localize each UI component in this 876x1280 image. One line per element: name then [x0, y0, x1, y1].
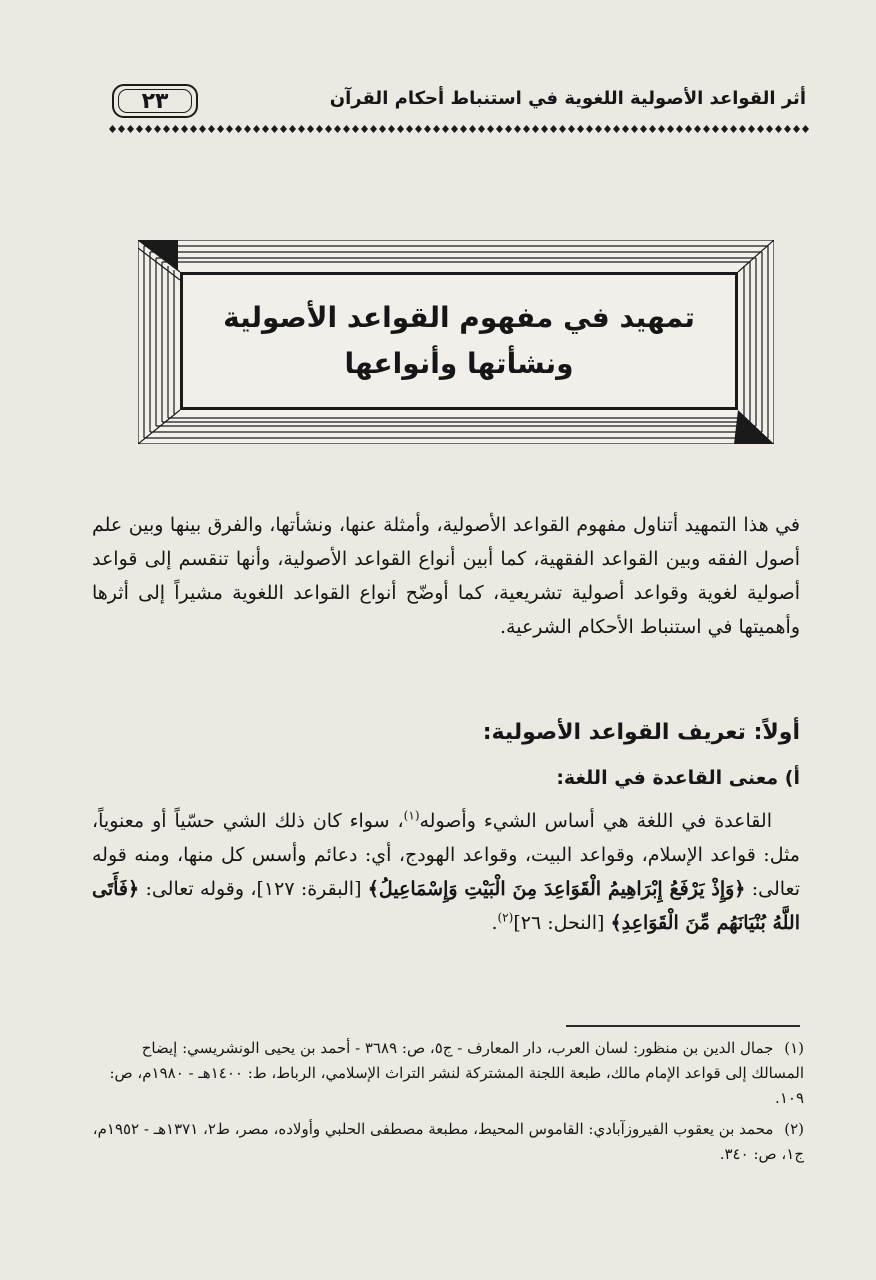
- footnote-number: (٢): [784, 1120, 804, 1138]
- running-title: أثر القواعد الأصولية اللغوية في استنباط أحكام القرآن: [329, 88, 806, 109]
- citation-2: [النحل: ٢٦]: [513, 912, 611, 934]
- footnote-text: جمال الدين بن منظور: لسان العرب، دار المعارف - ج٥، ص: ٣٦٨٩ - أحمد بن يحيى الونشريسي: إيضاح المسالك إلى قواعد الإمام مالك، طبعة اللجنة المشتركة لنشر التراث الإسلامي، الرباط، ط: ١٤٠٠هـ - ١٩٨٠م، ص: ١٠٩.: [109, 1039, 804, 1107]
- quran-verse-2: ﴿فَأَتَى اللَّهُ بُنْيَانَهُم مِّنَ الْقَوَاعِدِ﴾: [92, 878, 800, 934]
- quran-verse-1: ﴿وَإِذْ يَرْفَعُ إِبْرَاهِيمُ الْقَوَاعِدَ مِنَ الْبَيْتِ وَإِسْمَاعِيلُ﴾: [367, 878, 746, 900]
- page-number-text: ٢٣: [141, 88, 169, 114]
- definition-paragraph: [92, 804, 800, 940]
- header-diamond-rule: [108, 124, 810, 134]
- footnote-number: (١): [784, 1039, 804, 1057]
- footnote-separator: [566, 1025, 800, 1027]
- footnote-text: محمد بن يعقوب الفيروزآبادي: القاموس المحيط، مطبعة مصطفى الحلبي وأولاده، مصر، ط٢، ١٣٧١هـ - ١٩٥٢م، ج١، ص: ٣٤٠.: [92, 1120, 804, 1163]
- subheading: أ) معنى القاعدة في اللغة:: [556, 767, 800, 789]
- footnote-2: [92, 1117, 804, 1167]
- citation-1: [البقرة: ١٢٧]، وقوله تعالى:: [139, 878, 368, 900]
- footnotes: [92, 1036, 804, 1173]
- definition-text-2: ، سواء كان ذلك الشي حسّياً أو معنوياً، مثل: قواعد الإسلام، وقواعد البيت، وقواعد الهودج، أي: دعائم وأسس كل منها، ومنه قوله تعالى:: [92, 810, 801, 900]
- footnote-ref-1: (١): [403, 808, 420, 823]
- footnote-ref-2: (٢): [497, 910, 514, 925]
- definition-end: .: [491, 912, 498, 934]
- chapter-title-line-1: تمهيد في مفهوم القواعد الأصولية: [223, 301, 695, 334]
- chapter-title-line-2: ونشأتها وأنواعها: [344, 347, 574, 380]
- definition-text-1: القاعدة في اللغة هي أساس الشيء وأصوله: [419, 810, 772, 832]
- intro-paragraph: في هذا التمهيد أتناول مفهوم القواعد الأصولية، وأمثلة عنها، ونشأتها، والفرق بينها وبين علم أصول الفقه وبين القواعد الفقهية، كما أبين أنواع القواعد الأصولية، وأنها تنقسم إلى قواعد أصولية لغوية وقواعد أصولية تشريعية، كما أوضّح أنواع القواعد اللغوية مشيراً إلى أثرها وأهميتها في استنباط الأحكام الشرعية.: [92, 514, 800, 638]
- page-number: [112, 84, 198, 118]
- chapter-title-box: [180, 272, 738, 410]
- section-heading: أولاً: تعريف القواعد الأصولية:: [482, 720, 800, 745]
- footnote-1: [92, 1036, 804, 1111]
